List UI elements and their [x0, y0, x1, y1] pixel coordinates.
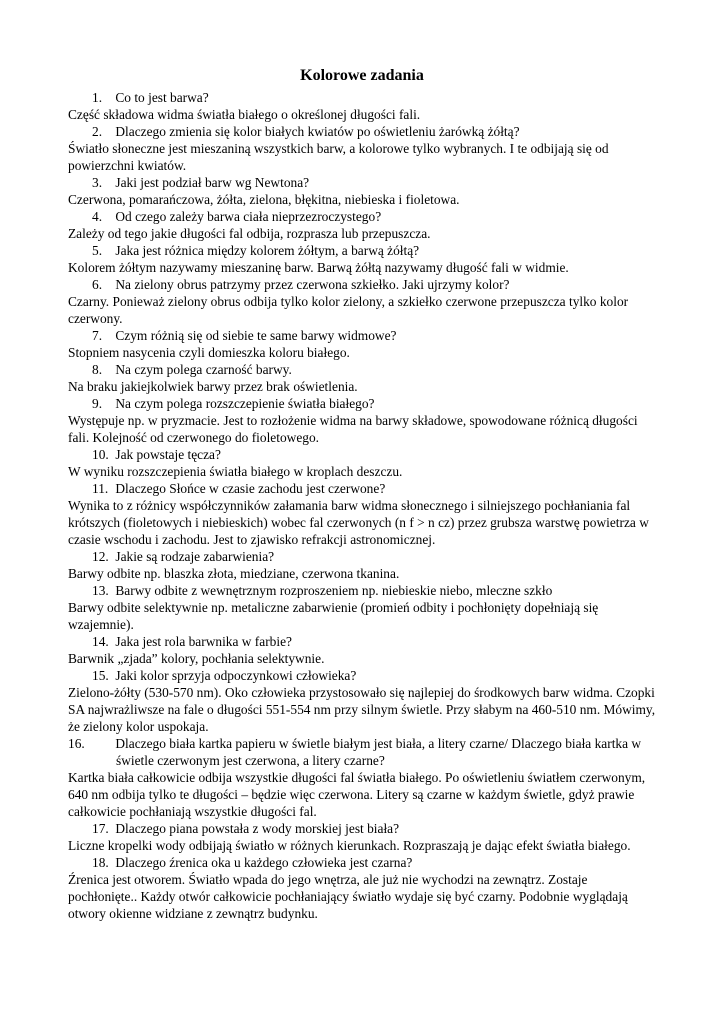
question	[68, 174, 658, 191]
answer: Kartka biała całkowicie odbija wszystkie długości fal światła białego. Po oświetleniu światłem czerwonym, 640 nm odbija tylko te długości – będzie więc czerwona. Litery są czarne w każdym świetle, gdyż prawie całkowicie pochłaniają wszystkie długości fal.	[68, 770, 646, 819]
question-text: Jaka jest rola barwnika w farbie?	[115, 634, 292, 649]
answer: Stopniem nasycenia czyli domieszka koloru białego.	[68, 345, 350, 360]
question-text: Na czym polega czarność barwy.	[115, 362, 292, 377]
list-item	[68, 582, 658, 633]
question-number: 14.	[92, 634, 109, 649]
answer: Źrenica jest otworem. Światło wpada do jego wnętrza, ale już nie wychodzi na zewnątrz. Zostaje pochłonięte.. Każdy otwór całkowicie pochłaniający światło wydaje się być czarny. Podobnie wyglądają otwory okienne widziane z zewnątrz budynku.	[68, 872, 628, 921]
question-number: 8.	[92, 362, 103, 377]
list-item	[68, 820, 658, 854]
question	[68, 548, 658, 565]
answer: Występuje np. w pryzmacie. Jest to rozłożenie widma na barwy składowe, spowodowane różnicą długości fali. Kolejność od czerwonego do fioletowego.	[68, 413, 638, 445]
list-item	[68, 276, 658, 327]
question-text: Dlaczego piana powstała z wody morskiej jest biała?	[115, 821, 400, 836]
answer: Barwy odbite np. blaszka złota, miedziane, czerwona tkanina.	[68, 566, 400, 581]
question	[68, 633, 658, 650]
question-text: Dlaczego źrenica oka u każdego człowieka jest czarna?	[115, 855, 413, 870]
question	[68, 123, 658, 140]
question	[68, 854, 658, 871]
question-number: 2.	[92, 124, 103, 139]
question	[68, 446, 658, 463]
question-text: Jakie są rodzaje zabarwienia?	[115, 549, 275, 564]
question-text: Co to jest barwa?	[115, 90, 209, 105]
question-text: Na czym polega rozszczepienie światła białego?	[115, 396, 375, 411]
question-number: 7.	[92, 328, 103, 343]
list-item	[68, 854, 658, 922]
qa-list	[68, 89, 658, 922]
answer: Kolorem żółtym nazywamy mieszaninę barw. Barwą żółtą nazywamy długość fali w widmie.	[68, 260, 569, 275]
list-item	[68, 667, 658, 735]
question-text: Barwy odbite z wewnętrznym rozproszeniem np. niebieskie niebo, mleczne szkło	[115, 583, 553, 598]
question-number: 15.	[92, 668, 109, 683]
answer: Zielono-żółty (530-570 nm). Oko człowieka przystosowało się najlepiej do środkowych barw widma. Czopki SA najwrażliwsze na fale o długości 551-554 nm przy silnym świetle. Przy słabym na 460-510 nm. Mówimy, że zielony kolor uspokaja.	[68, 685, 656, 734]
question	[68, 582, 658, 599]
list-item	[68, 174, 658, 208]
question-number: 13.	[92, 583, 109, 598]
answer: Zależy od tego jakie długości fal odbija, rozprasza lub przepuszcza.	[68, 226, 431, 241]
list-item	[68, 548, 658, 582]
answer: Wynika to z różnicy współczynników załamania barw widma słonecznego i silniejszego pochłaniania fal krótszych (fioletowych i niebieskich) wobec fal czerwonych (n f > n cz) przez grubsza warstwę powietrza w czasie wschodu i zachodu. Jest to zjawisko refrakcji astronomicznej.	[68, 498, 649, 547]
list-item	[68, 395, 658, 446]
question-number: 5.	[92, 243, 103, 258]
question-number: 1.	[92, 90, 103, 105]
answer: Czerwona, pomarańczowa, żółta, zielona, błękitna, niebieska i fioletowa.	[68, 192, 460, 207]
question-number: 10.	[92, 447, 109, 462]
question-text: Jak powstaje tęcza?	[115, 447, 221, 462]
answer: Czarny. Ponieważ zielony obrus odbija tylko kolor zielony, a szkiełko czerwone przepuszcza tylko kolor czerwony.	[68, 294, 629, 326]
list-item	[68, 446, 658, 480]
question	[68, 327, 658, 344]
question-number: 12.	[92, 549, 109, 564]
question-number: 11.	[92, 481, 109, 496]
answer: Część składowa widma światła białego o określonej długości fali.	[68, 107, 421, 122]
question-number: 17.	[92, 821, 109, 836]
page-title: Kolorowe zadania	[300, 67, 424, 84]
answer: Liczne kropelki wody odbijają światło w różnych kierunkach. Rozpraszają je dając efekt światła białego.	[68, 838, 631, 853]
question	[68, 480, 658, 497]
list-item	[68, 735, 658, 820]
answer: Barwnik „zjada” kolory, pochłania selektywnie.	[68, 651, 325, 666]
question	[68, 395, 658, 412]
question-text: Od czego zależy barwa ciała nieprzezroczystego?	[115, 209, 382, 224]
list-item	[68, 208, 658, 242]
question-number: 18.	[92, 855, 109, 870]
list-item	[68, 89, 658, 123]
answer: Światło słoneczne jest mieszaniną wszystkich barw, a kolorowe tylko wybranych. I te odbijają się od powierzchni kwiatów.	[68, 141, 609, 173]
question-number: 16.	[68, 736, 85, 751]
list-item	[68, 361, 658, 395]
answer: Barwy odbite selektywnie np. metaliczne zabarwienie (promień odbity i pochłonięty dopełniają się wzajemnie).	[68, 600, 599, 632]
question-text: Jaki jest podział barw wg Newtona?	[115, 175, 310, 190]
answer: Na braku jakiejkolwiek barwy przez brak oświetlenia.	[68, 379, 358, 394]
question-text: Jaki kolor sprzyja odpoczynkowi człowieka?	[115, 668, 357, 683]
question	[68, 89, 658, 106]
question	[68, 242, 658, 259]
question	[68, 208, 658, 225]
question	[68, 361, 658, 378]
question-text: Czym różnią się od siebie te same barwy widmowe?	[115, 328, 397, 343]
question-number: 9.	[92, 396, 103, 411]
list-item	[68, 633, 658, 667]
list-item	[68, 327, 658, 361]
question	[68, 276, 658, 293]
list-item	[68, 480, 658, 548]
question-text: Jaka jest różnica między kolorem żółtym, a barwą żółtą?	[115, 243, 420, 258]
question-text: Na zielony obrus patrzymy przez czerwona szkiełko. Jaki ujrzymy kolor?	[115, 277, 510, 292]
question-text: Dlaczego zmienia się kolor białych kwiatów po oświetleniu żarówką żółtą?	[115, 124, 520, 139]
question	[68, 735, 658, 769]
question-text: Dlaczego biała kartka papieru w świetle białym jest biała, a litery czarne/ Dlaczego biała kartka w świetle czerwonym jest czerwona, a litery czarne?	[115, 736, 642, 768]
question-number: 3.	[92, 175, 103, 190]
list-item	[68, 242, 658, 276]
list-item	[68, 123, 658, 174]
question	[68, 667, 658, 684]
question	[68, 820, 658, 837]
question-number: 4.	[92, 209, 103, 224]
question-number: 6.	[92, 277, 103, 292]
question-text: Dlaczego Słońce w czasie zachodu jest czerwone?	[115, 481, 386, 496]
answer: W wyniku rozszczepienia światła białego w kroplach deszczu.	[68, 464, 403, 479]
